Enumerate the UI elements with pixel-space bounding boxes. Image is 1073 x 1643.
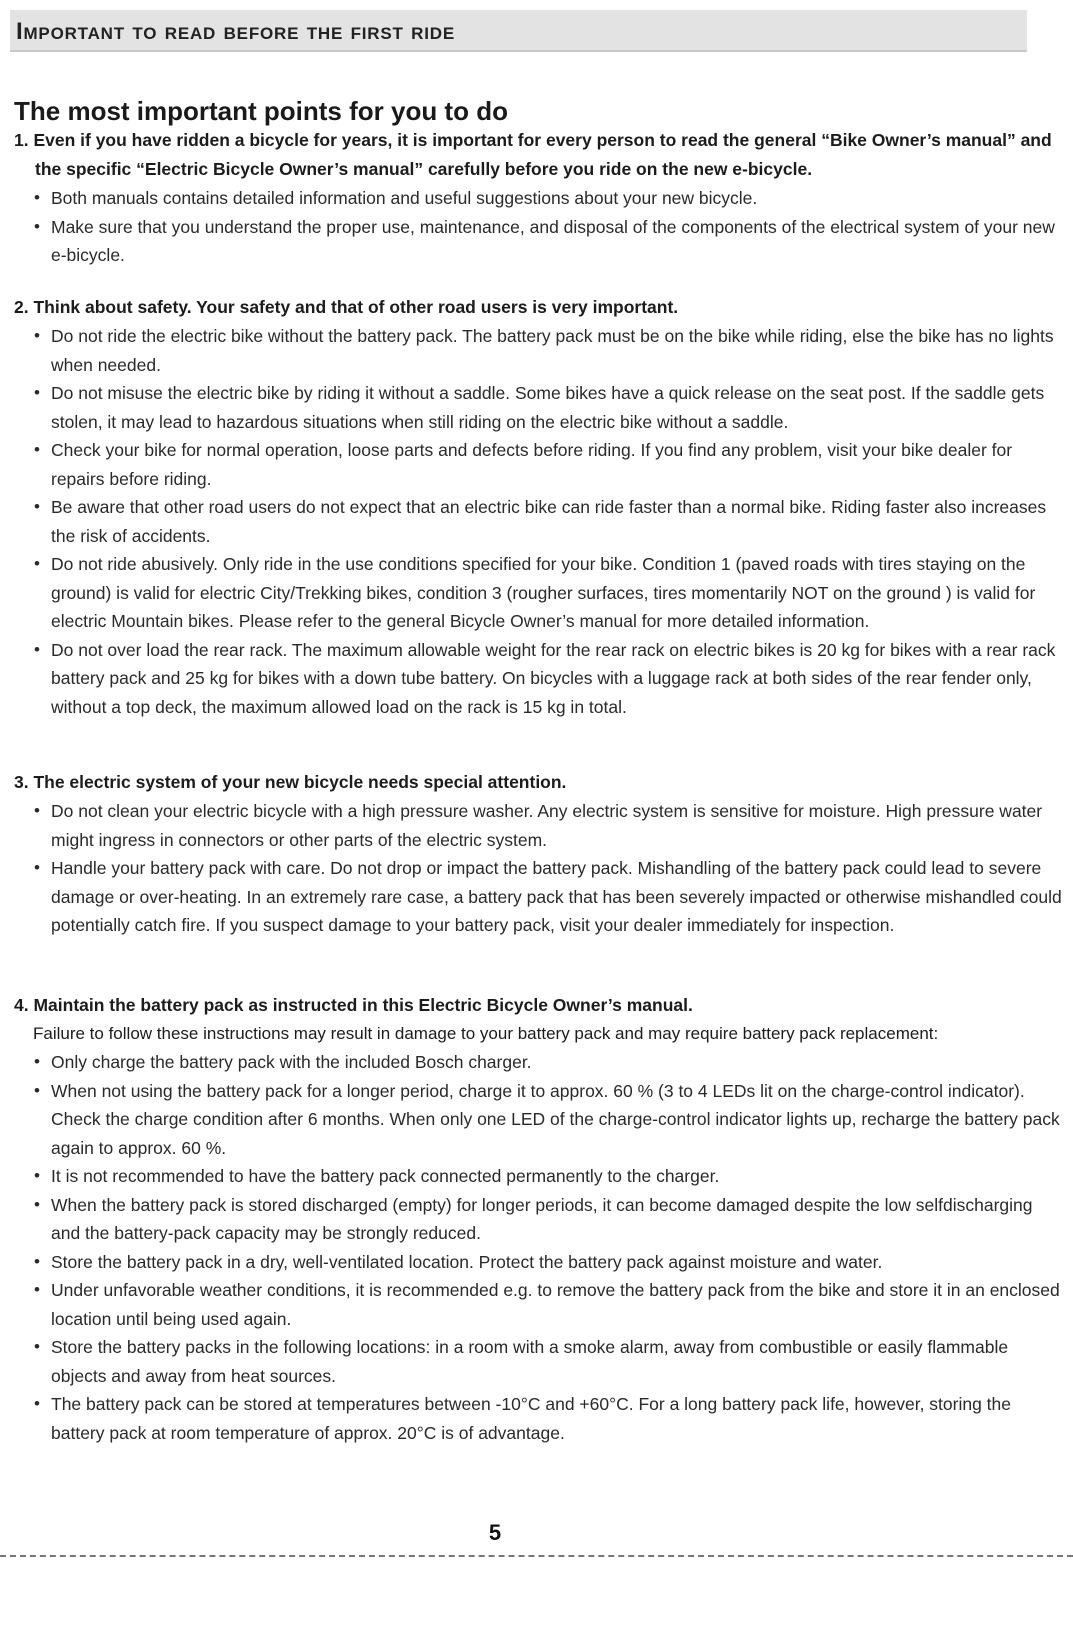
section-intro: Failure to follow these instructions may result in damage to your battery pack and may require battery pack replacement: — [33, 1024, 939, 1043]
bullet-icon: • — [34, 497, 40, 516]
bullet-icon: • — [34, 639, 40, 659]
page-subtitle: The most important points for you to do — [14, 96, 508, 126]
list-item — [14, 854, 1064, 940]
bullet-icon: • — [34, 1080, 40, 1100]
list-item-text: Only charge the battery pack with the included Bosch charger. — [51, 1052, 532, 1072]
bullet-list — [14, 797, 1064, 940]
list-item-text: When not using the battery pack for a longer period, charge it to approx. 60 % (3 to 4 LEDs lit on the charge-control indicator). Check the charge condition after 6 months. When only one LED of the charge-control indicator lights up, recharge the battery pack again to approx. 60 %. — [51, 1080, 1060, 1158]
list-item — [14, 1162, 1064, 1191]
section-heading: 2. Think about safety. Your safety and that of other road users is very important. — [14, 297, 679, 317]
list-item — [14, 213, 1064, 270]
section-heading: 3. The electric system of your new bicycle needs special attention. — [14, 772, 567, 792]
list-item-text: Check your bike for normal operation, loose parts and defects before riding. If you find any problem, visit your bike dealer for repairs before riding. — [51, 440, 1013, 489]
list-item-text: Make sure that you understand the proper use, maintenance, and disposal of the components of the electrical system of your new e-bicycle. — [51, 216, 1055, 265]
list-item-text: Do not ride the electric bike without the battery pack. The battery pack must be on the bike while riding, else the bike has no lights when needed. — [51, 326, 1054, 375]
list-item-text: It is not recommended to have the battery pack connected permanently to the charger. — [51, 1166, 720, 1186]
list-item — [14, 1390, 1064, 1447]
list-item-text: Store the battery pack in a dry, well-ventilated location. Protect the battery pack against moisture and water. — [51, 1251, 883, 1272]
list-item-text: Store the battery packs in the following locations: in a room with a smoke alarm, away from combustible or easily flammable objects and away from heat sources. — [51, 1337, 1009, 1386]
section-4 — [14, 991, 1064, 1447]
list-item-text: Do not over load the rear rack. The maximum allowable weight for the rear rack on electric bikes is 20 kg for bikes with a rear rack battery pack and 25 kg for bikes with a down tube battery. On bicycles with a luggage rack at both sides of the rear fender only, without a top deck, the maximum allowed load on the rack is 15 kg in total. — [51, 639, 1056, 717]
bullet-icon: • — [34, 440, 40, 459]
bullet-icon: • — [34, 1166, 40, 1185]
bullet-list — [14, 322, 1064, 721]
bullet-icon: • — [34, 1280, 40, 1299]
list-item — [14, 493, 1064, 550]
list-item-text: The battery pack can be stored at temperatures between -10°C and +60°C. For a long battery pack life, however, storing the battery pack at room temperature of approx. 20°C is of advantage. — [51, 1394, 1012, 1443]
list-item — [14, 550, 1064, 636]
bullet-icon: • — [34, 858, 40, 877]
bullet-icon: • — [34, 326, 40, 345]
bullet-icon: • — [34, 801, 40, 820]
list-item-text: Be aware that other road users do not expect that an electric bike can ride faster than a normal bike. Riding faster also increases the risk of accidents. — [51, 497, 1047, 546]
list-item-text: Do not ride abusively. Only ride in the use conditions specified for your bike. Condition 1 (paved roads with tires staying on the ground) is valid for electric City/Trekking bikes, condition 3 (rougher surfaces, tires momentarily NOT on the ground ) is valid for electric Mountain bikes. Please refer to the general Bicycle Owner’s manual for more detailed information. — [51, 554, 1036, 631]
list-item-text: Under unfavorable weather conditions, it is recommended e.g. to remove the battery pack from the bike and store it in an enclosed location until being used again. — [51, 1280, 1060, 1329]
section-3 — [14, 768, 1064, 940]
banner-title: Important to read before the first ride — [16, 18, 455, 45]
section-2 — [14, 293, 1064, 721]
footer-divider — [0, 1555, 1073, 1557]
section-1 — [14, 126, 1064, 270]
bullet-icon: • — [34, 188, 40, 207]
bullet-list — [14, 1048, 1064, 1447]
list-item — [14, 797, 1064, 854]
section-heading: 1. Even if you have ridden a bicycle for years, it is important for every person to read the general “Bike Owner’s manual” and the specific “Electric Bicycle Owner’s manual” carefully before you ride on the new e-bicycle. — [14, 130, 1052, 179]
list-item — [14, 322, 1064, 379]
section-heading: 4. Maintain the battery pack as instructed in this Electric Bicycle Owner’s manual. — [14, 995, 693, 1015]
bullet-icon: • — [34, 1394, 40, 1413]
list-item-text: Do not misuse the electric bike by riding it without a saddle. Some bikes have a quick release on the seat post. If the saddle gets stolen, it may lead to hazardous situations when still riding on the electric bike without a saddle. — [51, 383, 1045, 432]
list-item — [14, 184, 1064, 213]
page-number: 5 — [488, 1520, 502, 1545]
list-item-text: Do not clean your electric bicycle with a high pressure washer. Any electric system is sensitive for moisture. High pressure water might ingress in connectors or other parts of the electric system. — [51, 801, 1043, 850]
list-item — [14, 379, 1064, 436]
list-item-text: Both manuals contains detailed information and useful suggestions about your new bicycle. — [51, 188, 758, 208]
bullet-icon: • — [34, 216, 40, 236]
section-banner — [10, 10, 1027, 52]
list-item — [14, 1248, 1064, 1277]
bullet-icon: • — [34, 1251, 40, 1271]
bullet-icon: • — [34, 1337, 40, 1356]
bullet-icon: • — [34, 554, 40, 573]
bullet-list — [14, 184, 1064, 270]
list-item — [14, 636, 1064, 722]
list-item — [14, 1276, 1064, 1333]
bullet-icon: • — [34, 1052, 40, 1071]
bullet-icon: • — [34, 1194, 40, 1214]
list-item — [14, 1077, 1064, 1163]
list-item — [14, 1333, 1064, 1390]
list-item — [14, 1048, 1064, 1077]
bullet-icon: • — [34, 383, 40, 402]
list-item-text: When the battery pack is stored discharged (empty) for longer periods, it can become damaged despite the low selfdischarging and the battery-pack capacity may be strongly reduced. — [51, 1194, 1033, 1243]
list-item — [14, 436, 1064, 493]
list-item-text: Handle your battery pack with care. Do not drop or impact the battery pack. Mishandling of the battery pack could lead to severe damage or over-heating. In an extremely rare case, a battery pack that has been severely impacted or otherwise mishandled could potentially catch fire. If you suspect damage to your battery pack, visit your dealer immediately for inspection. — [51, 858, 1062, 935]
list-item — [14, 1191, 1064, 1248]
